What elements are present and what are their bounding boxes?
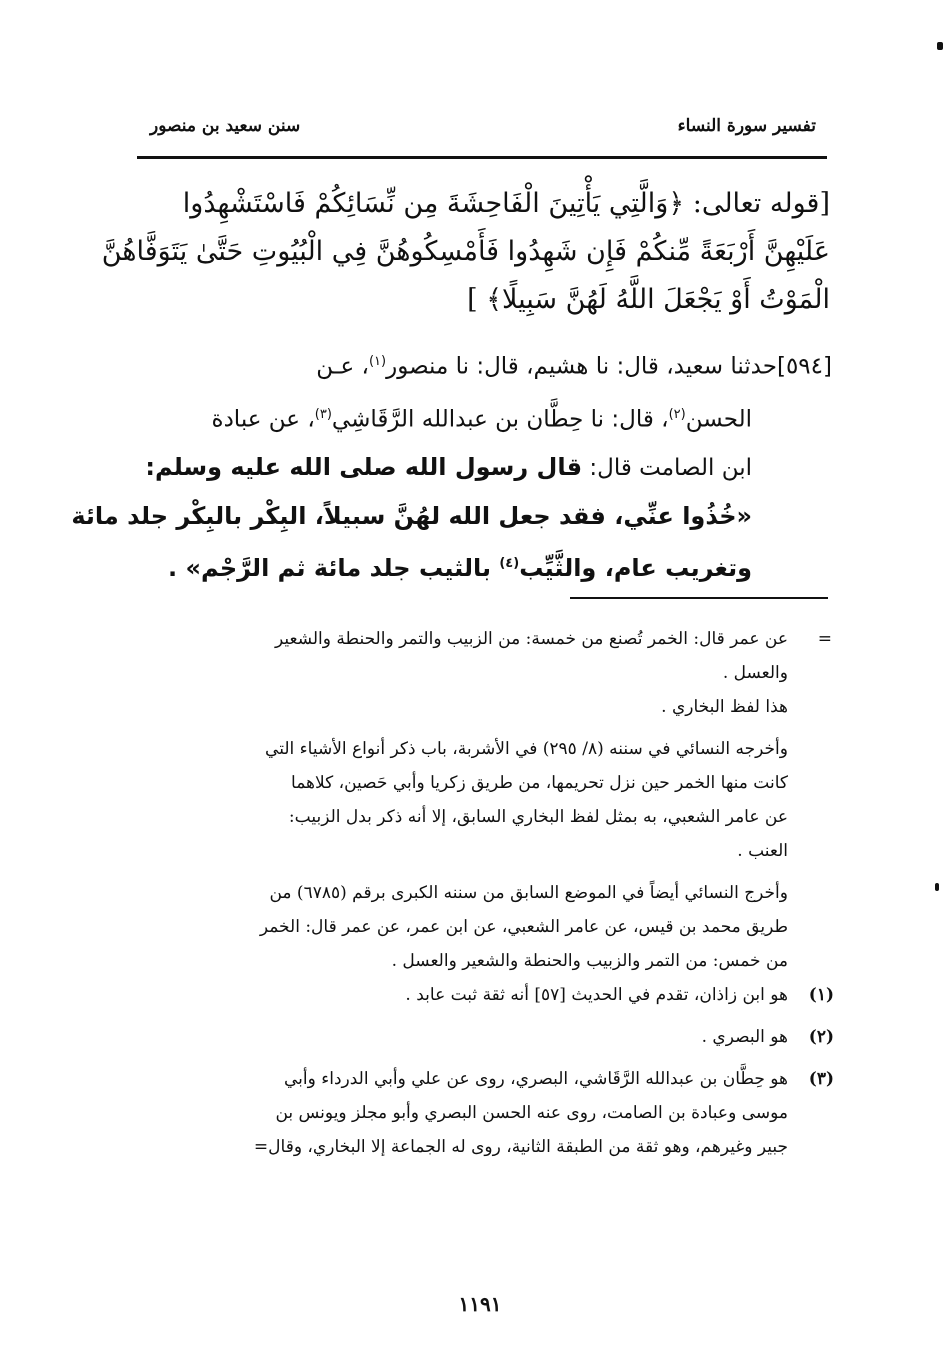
- footnote-line: من خمس: من التمر والزبيب والحنطة والشعير والعسل .: [391, 951, 788, 971]
- continuation-marker: =: [817, 629, 832, 649]
- footnote-ref-1: (١): [368, 354, 387, 369]
- footnote-line: عن عمر قال: الخمر تُصنع من خمسة: من الزبيب والتمر والحنطة والشعير: [275, 629, 788, 649]
- footnote-line: موسى وعبادة بن الصامت، روى عنه الحسن البصري وأبو مجلز ويونس بن: [275, 1103, 788, 1123]
- footnote-divider: [570, 597, 828, 599]
- footnote-line: عن عامر الشعبي، به بمثل لفظ البخاري السابق، إلا أنه ذكر بدل الزبيب:: [288, 807, 788, 827]
- footnote-number: (٣): [808, 1069, 834, 1089]
- hadith-line-4: «خُذُوا عنِّي، فقد جعل الله لهُنَّ سبيلاً، البِكْر بالبِكْر جلد مائة: [71, 502, 752, 531]
- prophet-saying-intro: قال رسول الله صلى الله عليه وسلم:: [145, 453, 583, 482]
- footnote-line: طريق محمد بن قيس، عن عامر الشعبي، عن ابن عمر، عن عمر قال: الخمر: [259, 917, 788, 937]
- footnote-line: كانت منها الخمر حين نزل تحريمها، من طريق زكريا وأبي حَصين، كلاهما: [291, 773, 788, 793]
- footnote-line: وأخرج النسائي أيضاً في الموضع السابق من سننه الكبرى برقم (٦٧٨٥) من: [269, 883, 788, 903]
- footnote-line: وأخرجه النسائي في سننه (٨/ ٢٩٥) في الأشربة، باب ذكر أنواع الأشياء التي: [265, 739, 788, 759]
- narrator-hittan: ، قال: نا حِطَّان بن عبدالله الرَّقَاشِي: [331, 406, 669, 433]
- footnote-continuation: [130, 622, 840, 978]
- footnote-2: [130, 1020, 840, 1054]
- book-title: سنن سعيد بن منصور: [150, 116, 301, 136]
- header-divider: [137, 156, 827, 159]
- surah-title: تفسير سورة النساء: [677, 116, 816, 136]
- footnotes-section: [130, 622, 840, 1164]
- verse-line-2: عَلَيْهِنَّ أَرْبَعَةً مِّنكُمْ فَإِن شَهِدُوا فَأَمْسِكُوهُنَّ فِي الْبُيُوتِ حَتَّىٰ يَتَوَفَّاهُنَّ: [101, 236, 830, 267]
- hadith-text: [71, 338, 832, 592]
- footnote-ref-2: (٢): [668, 406, 686, 422]
- footnote-ref-4: (٤): [499, 556, 520, 572]
- footnote-ref-3: (٣): [314, 406, 332, 422]
- narrator-ibn-samit: ابن الصامت قال:: [582, 455, 752, 482]
- footnote-number: (١): [808, 985, 834, 1005]
- hadith-line-3: [120, 443, 832, 492]
- footnote-line: والعسل .: [722, 663, 788, 683]
- narrator-ubada: ، عن عبادة: [211, 406, 315, 433]
- hadith-line-1: [120, 338, 832, 391]
- page-number: ١١٩١: [458, 1292, 502, 1316]
- hadith-matn-end-a: وتغريب عام، والثَّيِّب: [519, 554, 752, 583]
- verse-line-3: الْمَوْتُ أَوْ يَجْعَلَ اللَّهُ لَهُنَّ سَبِيلًا﴾ ]: [467, 284, 830, 315]
- hadith-matn-end-b: بالثيب جلد مائة ثم الرَّجْم» .: [168, 554, 500, 583]
- footnote-line: جبير وغيرهم، وهو ثقة من الطبقة الثانية، روى له الجماعة إلا البخاري، وقال=: [253, 1137, 788, 1157]
- footnote-line: هو حِطَّان بن عبدالله الرَّقَاشي، البصري، روى عن علي وأبي الدرداء وأبي: [284, 1069, 788, 1089]
- quran-verse: [101, 180, 830, 324]
- margin-mark-top: [937, 42, 943, 50]
- verse-line-1: [قوله تعالى: ﴿وَالَّتِي يَأْتِينَ الْفَاحِشَةَ مِن نِّسَائِكُمْ فَاسْتَشْهِدُوا: [182, 188, 830, 219]
- footnote-line: هو ابن زاذان، تقدم في الحديث [٥٧] أنه ثقة ثبت عابد .: [405, 985, 788, 1005]
- hadith-chain-cont: ، عـن: [316, 353, 369, 380]
- hadith-line-5: [120, 540, 832, 592]
- footnote-line: هذا لفظ البخاري .: [661, 697, 788, 717]
- footnote-number: (٢): [808, 1027, 834, 1047]
- footnote-3: [130, 1062, 840, 1164]
- hadith-chain-start: [٥٩٤]حدثنا سعيد، قال: نا هشيم، قال: نا منصور: [386, 353, 832, 380]
- narrator-hasan: الحسن: [685, 406, 752, 433]
- footnote-1: [130, 978, 840, 1012]
- page-header: [140, 112, 826, 152]
- footnote-line: العنب .: [737, 841, 788, 861]
- hadith-line-2: [120, 391, 832, 444]
- margin-mark-middle: [935, 883, 939, 891]
- footnote-line: هو البصري .: [701, 1027, 788, 1047]
